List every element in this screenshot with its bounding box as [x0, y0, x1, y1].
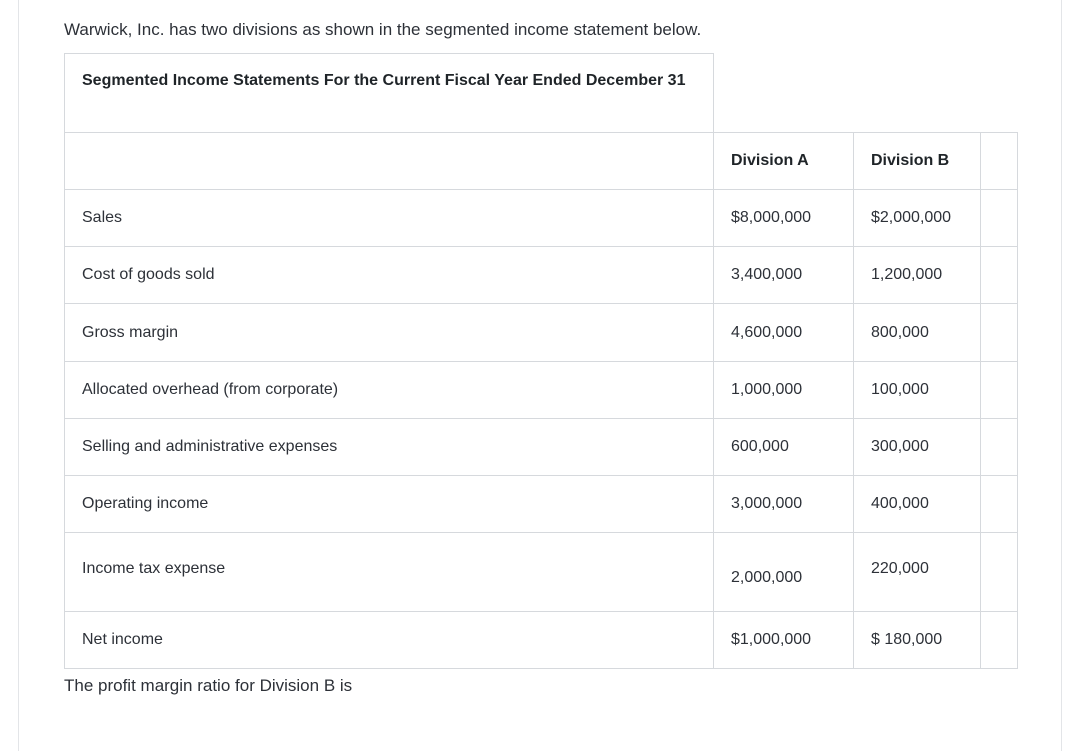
division-b-value: 800,000 [854, 304, 981, 362]
income-statement-table [64, 132, 1018, 669]
division-b-value: 1,200,000 [854, 247, 981, 304]
row-label: Allocated overhead (from corporate) [65, 362, 714, 419]
question-text: The profit margin ratio for Division B is [64, 676, 353, 695]
extra-cell [981, 612, 1018, 669]
extra-cell [981, 533, 1018, 612]
division-b-value: 400,000 [854, 476, 981, 533]
header-extra-cell [981, 133, 1018, 190]
row-label: Selling and administrative expenses [65, 419, 714, 476]
row-label: Gross margin [65, 304, 714, 362]
header-division-a: Division A [714, 133, 854, 190]
header-division-b: Division B [854, 133, 981, 190]
statement-title: Segmented Income Statements For the Current Fiscal Year Ended December 31 [82, 72, 686, 89]
statement-title-cell [64, 53, 714, 132]
division-a-value: 1,000,000 [714, 362, 854, 419]
extra-cell [981, 190, 1018, 247]
division-a-value: 600,000 [714, 419, 854, 476]
extra-cell [981, 362, 1018, 419]
table-row [65, 533, 1018, 612]
division-a-value: 3,000,000 [714, 476, 854, 533]
table-row [65, 419, 1018, 476]
row-label: Operating income [65, 476, 714, 533]
row-label: Income tax expense [65, 533, 714, 612]
division-a-value: 2,000,000 [714, 533, 854, 612]
table-row [65, 476, 1018, 533]
header-row [65, 133, 1018, 190]
table-row [65, 362, 1018, 419]
division-a-value: 3,400,000 [714, 247, 854, 304]
table-row [65, 304, 1018, 362]
table-row [65, 247, 1018, 304]
extra-cell [981, 419, 1018, 476]
division-a-value: 4,600,000 [714, 304, 854, 362]
row-label: Sales [65, 190, 714, 247]
division-a-value: $1,000,000 [714, 612, 854, 669]
extra-cell [981, 247, 1018, 304]
division-b-value: 300,000 [854, 419, 981, 476]
row-label: Cost of goods sold [65, 247, 714, 304]
header-empty-cell [65, 133, 714, 190]
row-label: Net income [65, 612, 714, 669]
division-b-value: 220,000 [854, 533, 981, 612]
division-a-value: $8,000,000 [714, 190, 854, 247]
extra-cell [981, 304, 1018, 362]
intro-text: Warwick, Inc. has two divisions as shown in the segmented income statement below. [64, 20, 702, 39]
extra-cell [981, 476, 1018, 533]
division-b-value: $ 180,000 [854, 612, 981, 669]
table-row [65, 190, 1018, 247]
division-b-value: 100,000 [854, 362, 981, 419]
division-b-value: $2,000,000 [854, 190, 981, 247]
table-row [65, 612, 1018, 669]
